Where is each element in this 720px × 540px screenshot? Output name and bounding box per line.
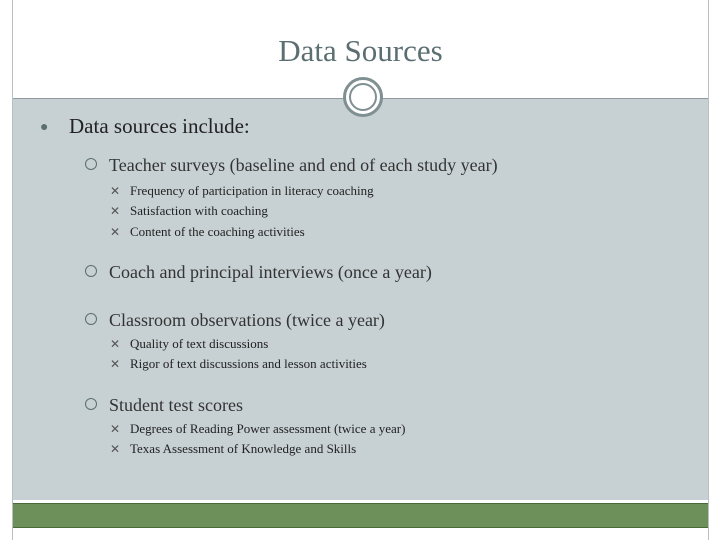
section-heading-text: Coach and principal interviews (once a year) [109, 262, 432, 282]
section-heading [85, 310, 385, 331]
circle-bullet-icon [85, 398, 97, 410]
list-item [110, 203, 268, 219]
slide-title: Data Sources [278, 33, 443, 68]
list-item [110, 421, 405, 437]
x-bullet-icon: ✕ [110, 184, 121, 198]
section-heading-text: Teacher surveys (baseline and end of each study year) [109, 155, 498, 175]
section-heading [85, 395, 243, 416]
slide [12, 0, 709, 540]
ornament-ring-icon [343, 77, 383, 117]
list-item [110, 224, 305, 240]
circle-bullet-icon [85, 313, 97, 325]
list-item-text: Content of the coaching activities [130, 224, 305, 239]
circle-bullet-icon [85, 265, 97, 277]
section-heading [85, 155, 498, 176]
circle-bullet-icon [85, 158, 97, 170]
x-bullet-icon: ✕ [110, 422, 121, 436]
x-bullet-icon: ✕ [110, 204, 121, 218]
top-bullet [26, 114, 250, 139]
list-item-text: Frequency of participation in literacy coaching [130, 183, 374, 198]
x-bullet-icon: ✕ [110, 337, 121, 351]
x-bullet-icon: ✕ [110, 357, 121, 371]
list-item [110, 336, 268, 352]
dot-bullet-icon: ● [40, 120, 49, 136]
list-item-text: Satisfaction with coaching [130, 203, 268, 218]
section-heading-text: Classroom observations (twice a year) [109, 310, 385, 330]
list-item [110, 441, 356, 457]
list-item [110, 183, 374, 199]
top-bullet-text: Data sources include: [69, 114, 250, 138]
list-item [110, 356, 367, 372]
list-item-text: Quality of text discussions [130, 336, 269, 351]
list-item-text: Rigor of text discussions and lesson activities [130, 356, 367, 371]
list-item-text: Texas Assessment of Knowledge and Skills [130, 441, 357, 456]
x-bullet-icon: ✕ [110, 442, 121, 456]
x-bullet-icon: ✕ [110, 225, 121, 239]
section-heading-text: Student test scores [109, 395, 243, 415]
section-heading [85, 262, 432, 283]
footer-bar [13, 503, 708, 528]
list-item-text: Degrees of Reading Power assessment (twice a year) [130, 421, 406, 436]
